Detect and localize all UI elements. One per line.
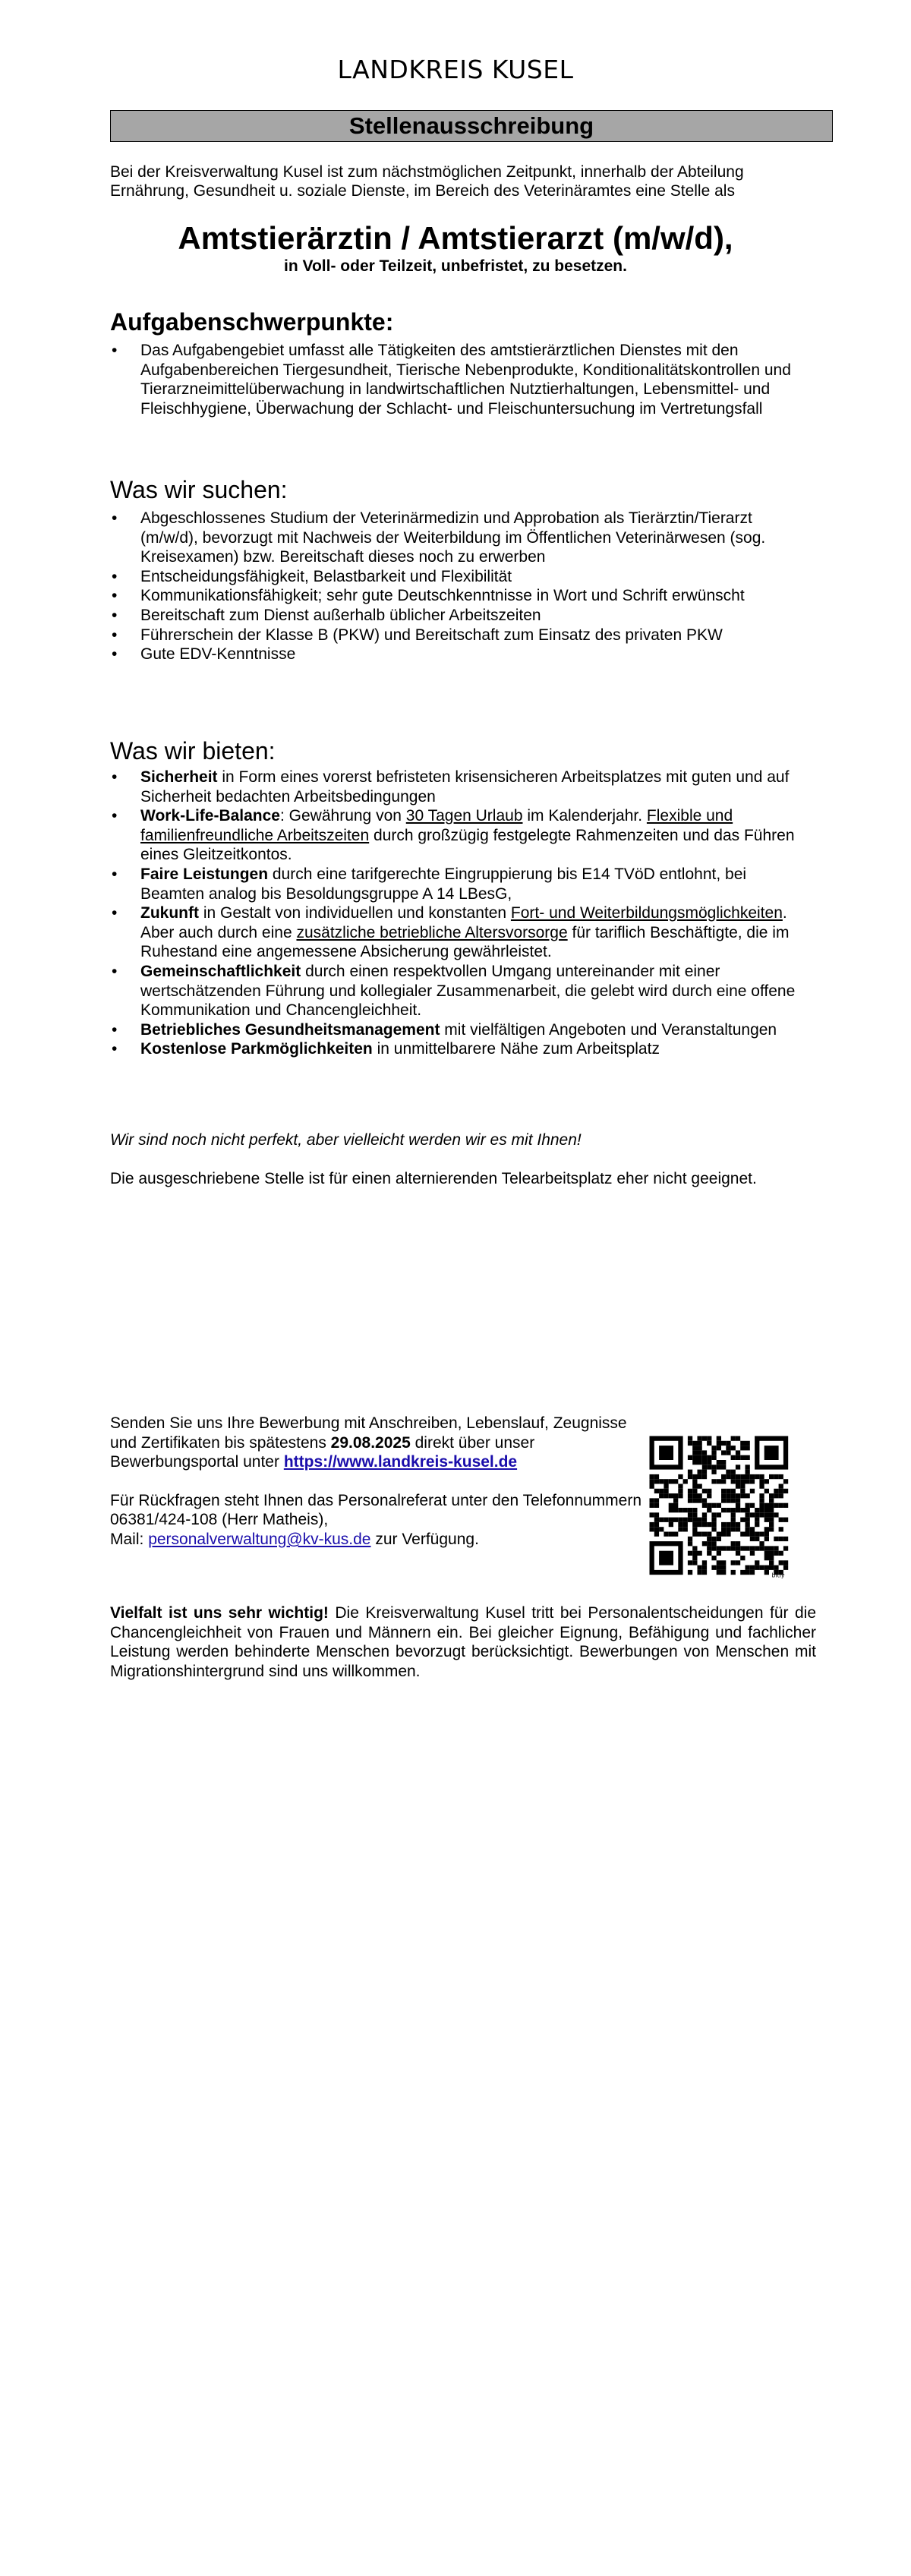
tasks-list — [110, 341, 809, 418]
diversity-text: Die Kreisverwaltung Kusel tritt bei Personalentscheidungen für die Chancengleichheit von Frauen und Männern ein. Bei gleicher Eignung, Befähigung und fachlicher Leistung werden behinderte Menschen bevorzugt berücksichtigt. Bewerbungen von Menschen mit Migrationshintergrund sind uns willkommen. — [110, 1604, 816, 1680]
offers-heading: Was wir bieten: — [110, 737, 276, 765]
offer-parking — [140, 1039, 809, 1059]
offer-bold: Work-Life-Balance — [140, 807, 280, 825]
offer-work-life-balance — [140, 806, 809, 865]
requirements-list — [110, 509, 809, 664]
offer-text: in Form eines vorerst befristeten krisensicheren Arbeitsplatzes mit guten und auf Sicherheit bedachten Arbeitsbedingungen — [140, 768, 790, 806]
offer-underlined: zusätzliche betriebliche Altersvorsorge — [296, 923, 568, 941]
telework-note: Die ausgeschriebene Stelle ist für einen alternierenden Telearbeitsplatz eher nicht geeignet. — [110, 1170, 757, 1187]
list-item: • Das Aufgabengebiet umfasst alle Tätigkeiten des amtstierärztlichen Dienstes mit den Aufgabenbereichen Tiergesundheit, Tierische Nebenprodukte, Konditionalitätskontrollen und Tierarzneimittelüberwachung in landwirtschaftlichen Nutztierhaltungen, Lebensmittel- und Fleischhygiene, Überwachung der Schlacht- und Fleischuntersuchung im Vertretungsfall — [140, 341, 809, 418]
application-section — [110, 1414, 641, 1550]
offer-health-management — [140, 1020, 809, 1040]
offer-text: durch großzügig festgelegte Rahmenzeiten und das Führen eines Gleitzeitkontos. — [140, 826, 795, 864]
offer-bold: Kostenlose Parkmöglichkeiten — [140, 1040, 373, 1058]
email-link[interactable]: personalverwaltung@kv-kus.de — [148, 1530, 371, 1548]
diversity-statement — [110, 1603, 816, 1681]
list-item: • Führerschein der Klasse B (PKW) und Bereitschaft zum Einsatz des privaten PKW — [140, 626, 809, 645]
offer-underlined: Fort- und Weiterbildungsmöglichkeiten — [510, 904, 783, 922]
offer-text: für tariflich Beschäftigte, die im Ruhestand eine angemessene Absicherung gewährleistet. — [140, 923, 790, 961]
application-deadline: 29.08.2025 — [330, 1433, 411, 1452]
application-text-part: direkt über unser Bewerbungsportal unter — [110, 1433, 535, 1471]
application-text — [110, 1414, 641, 1472]
contact-phone-text: Für Rückfragen steht Ihnen das Personalreferat unter den Telefonnummern 06381/424-108 (Herr Matheis), — [110, 1491, 642, 1529]
contact-text — [110, 1491, 641, 1550]
offer-bold: Faire Leistungen — [140, 865, 269, 883]
mail-label: Mail: — [110, 1530, 149, 1548]
diversity-bold: Vielfalt ist uns sehr wichtig! — [110, 1604, 329, 1622]
portal-link[interactable]: https://www.landkreis-kusel.de — [283, 1453, 518, 1471]
offer-community — [140, 962, 809, 1020]
list-item: • Entscheidungsfähigkeit, Belastbarkeit und Flexibilität — [140, 567, 809, 587]
offer-text: : Gewährung von — [280, 807, 406, 825]
list-item: • Abgeschlossenes Studium der Veterinärmedizin und Approbation als Tierärztin/Tierarzt (m/w/d), bevorzugt mit Nachweis der Weiterbildung im Öffentlichen Veterinärwesen (sog. Kreisexamen) bzw. Bereitschaft dieses noch zu erwerben — [140, 509, 809, 567]
requirements-heading: Was wir suchen: — [110, 476, 288, 503]
offer-text: durch eine tarifgerechte Eingruppierung bis E14 TVöD entlohnt, bei Beamten analog bis Besoldungsgruppe A 14 LBesG, — [140, 865, 747, 903]
list-item: • Kommunikationsfähigkeit; sehr gute Deutschkenntnisse in Wort und Schrift erwünscht — [140, 586, 809, 606]
qr-caption: bitly — [771, 1572, 785, 1579]
offer-underlined: Flexible und familienfreundliche Arbeitszeiten — [140, 807, 733, 844]
job-title: Amtstierärztin / Amtstierarzt (m/w/d), — [178, 220, 733, 256]
list-item: • Bereitschaft zum Dienst außerhalb üblicher Arbeitszeiten — [140, 606, 809, 626]
offer-fair-pay — [140, 865, 809, 903]
offer-bold: Zukunft — [140, 904, 199, 922]
qr-code[interactable] — [644, 1430, 794, 1581]
offer-bold: Betriebliches Gesundheitsmanagement — [140, 1020, 440, 1039]
intro-text: Bei der Kreisverwaltung Kusel ist zum nächstmöglichen Zeitpunkt, innerhalb der Abteilung Ernährung, Gesundheit u. soziale Dienste, im Bereich des Veterinäramtes eine Stelle als — [110, 163, 744, 200]
closing-remark: Wir sind noch nicht perfekt, aber vielleicht werden wir es mit Ihnen! — [110, 1131, 582, 1149]
offer-text: . Aber auch durch eine — [140, 904, 787, 941]
offer-security — [140, 768, 809, 806]
offer-text: in unmittelbarere Nähe zum Arbeitsplatz — [372, 1040, 660, 1058]
offer-text: in Gestalt von individuellen und konstanten — [198, 904, 511, 922]
job-subtitle: in Voll- oder Teilzeit, unbefristet, zu besetzen. — [284, 257, 627, 275]
offer-text: durch einen respektvollen Umgang untereinander mit einer wertschätzenden Führung und kollegialer Zusammenarbeit, die gelebt wird durch eine offene Kommunikation und Chancengleichheit. — [140, 962, 796, 1020]
tasks-heading: Aufgabenschwerpunkte: — [110, 308, 394, 336]
offer-text: im Kalenderjahr. — [522, 807, 647, 825]
offer-future — [140, 903, 809, 962]
contact-text-end: zur Verfügung. — [370, 1530, 479, 1548]
list-item: • Gute EDV-Kenntnisse — [140, 645, 809, 664]
offer-bold: Sicherheit — [140, 768, 218, 786]
offer-underlined: 30 Tagen Urlaub — [405, 807, 523, 825]
landkreis-logo: LANDKREIS KUSEL — [337, 55, 574, 84]
offer-text: mit vielfältigen Angeboten und Veranstaltungen — [440, 1020, 777, 1039]
offer-bold: Gemeinschaftlichkeit — [140, 962, 301, 980]
application-text-part: Senden Sie uns Ihre Bewerbung mit Anschreiben, Lebenslauf, Zeugnisse und Zertifikaten bis spätestens — [110, 1414, 627, 1452]
posting-banner: Stellenausschreibung — [110, 110, 833, 142]
offers-list — [110, 768, 809, 1059]
